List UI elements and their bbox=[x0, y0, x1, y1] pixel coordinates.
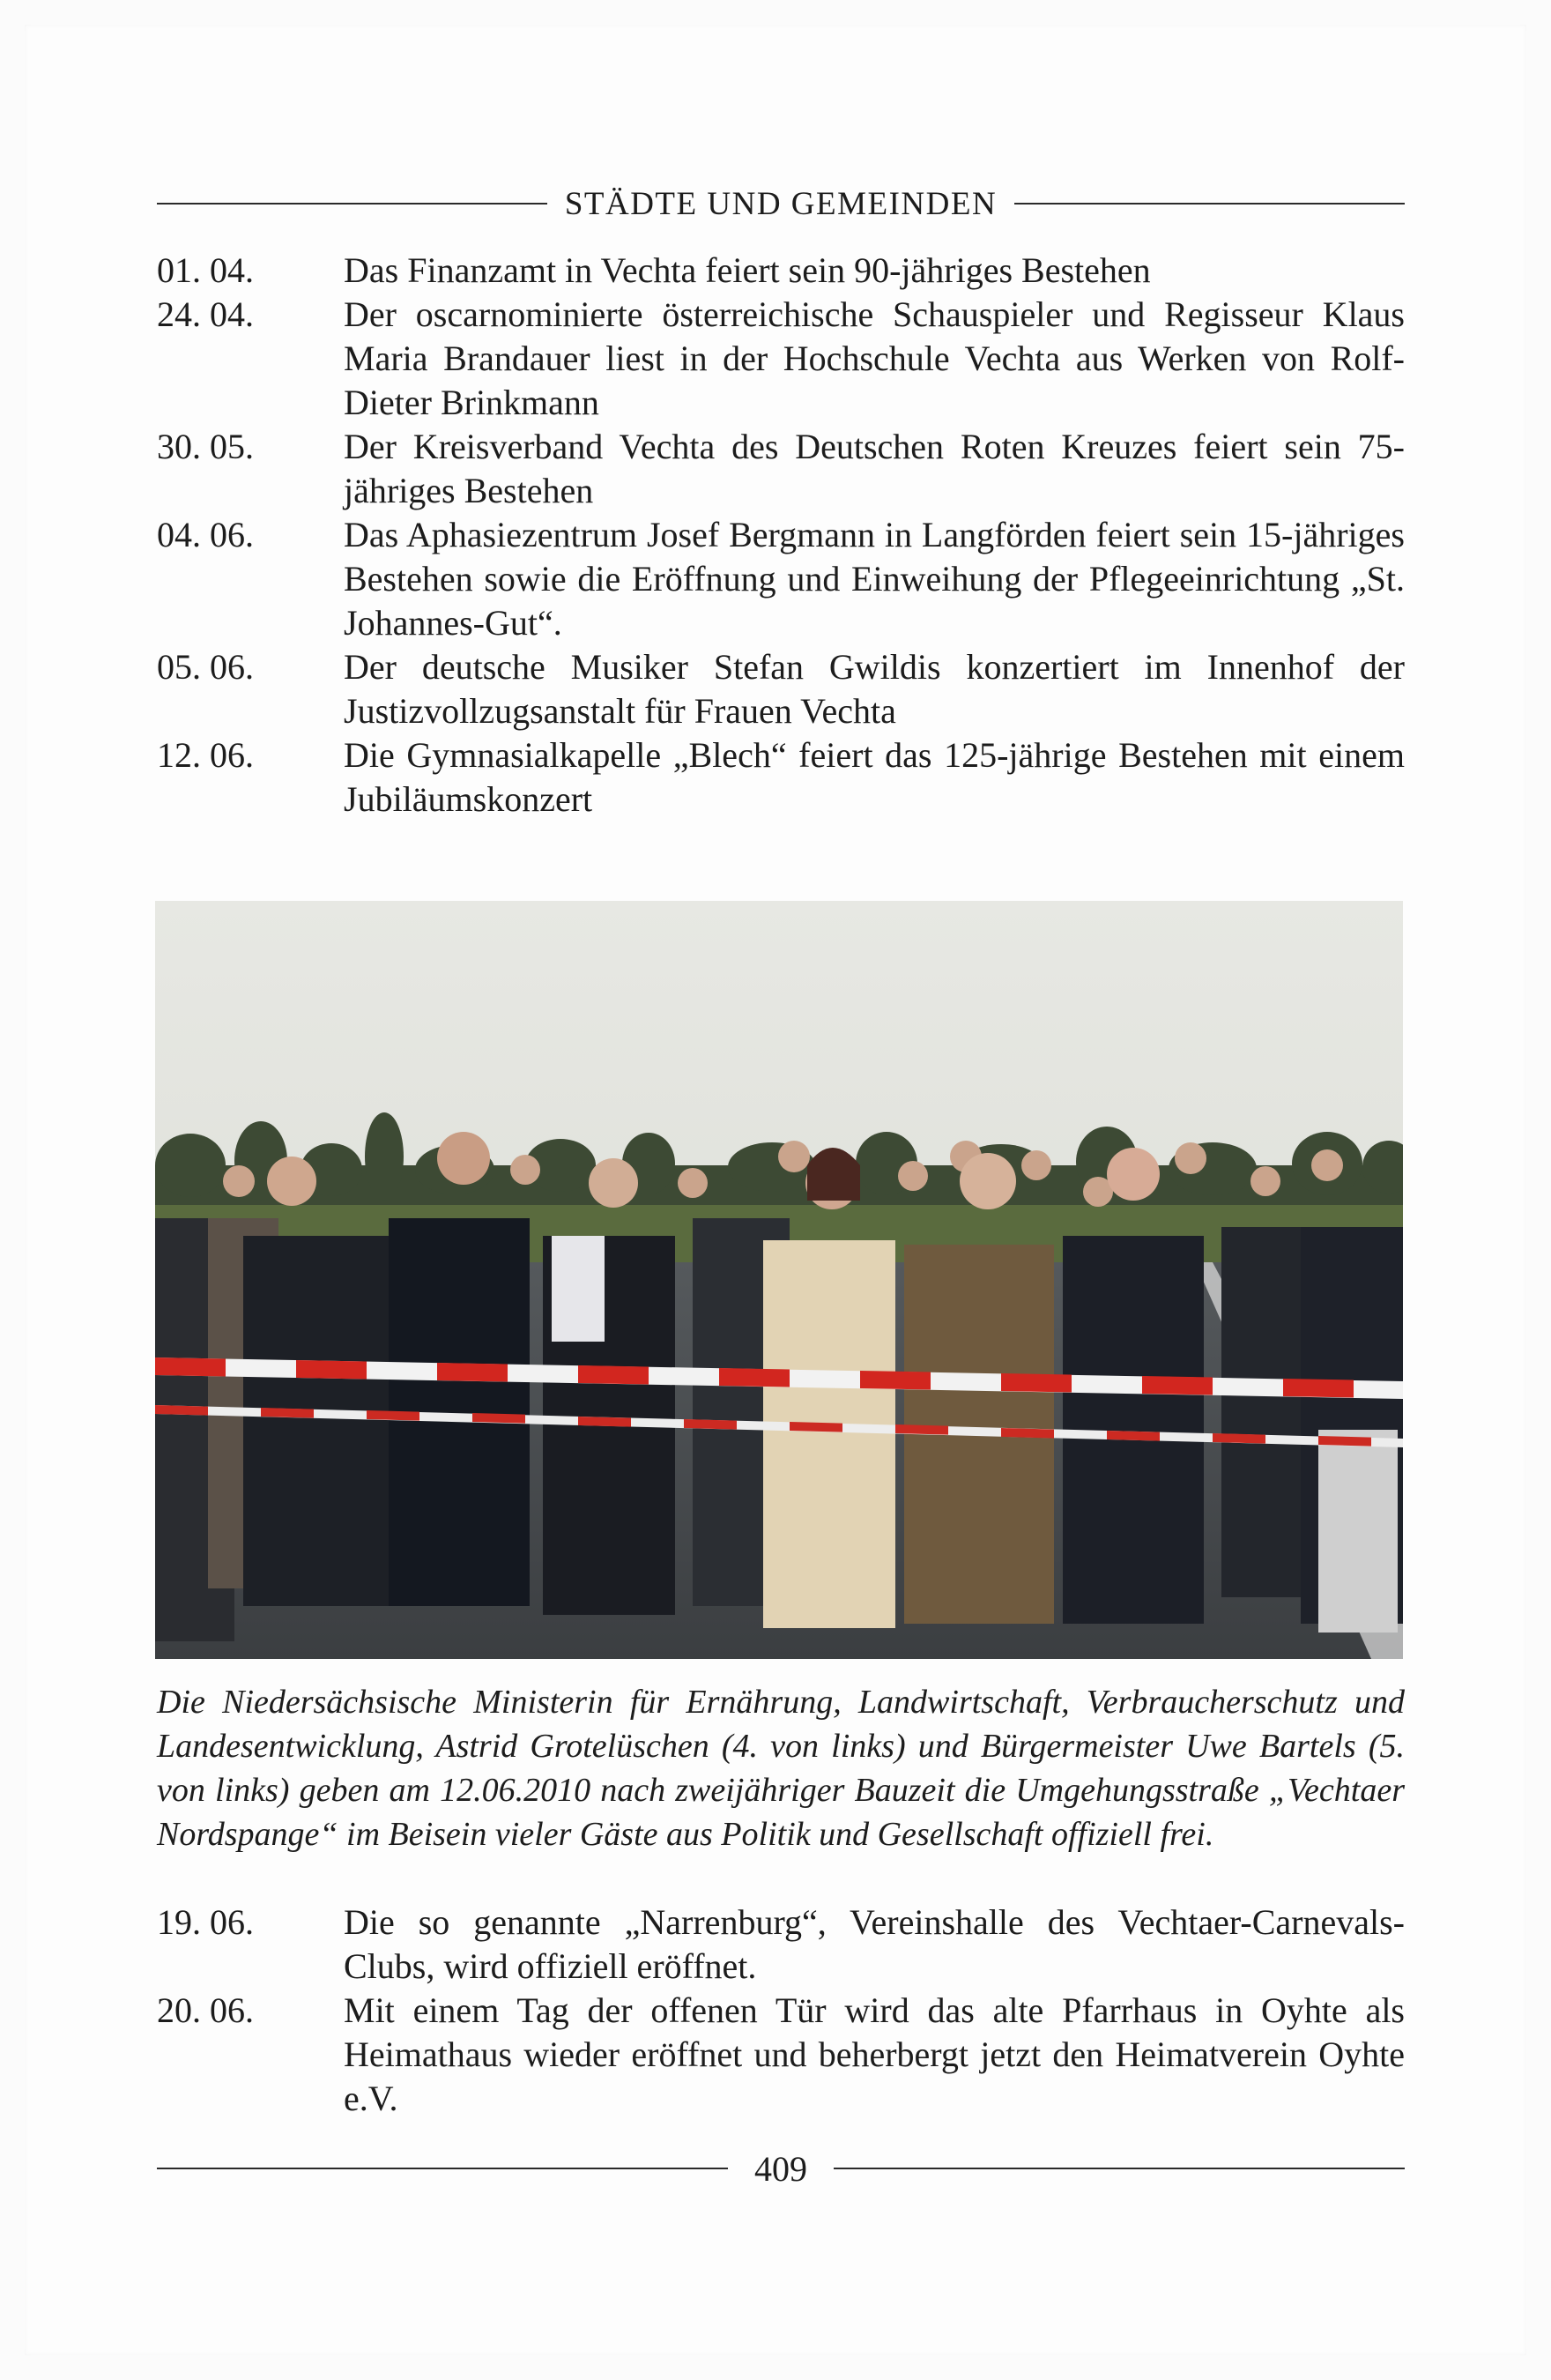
chronicle-entry bbox=[157, 425, 1405, 513]
chronicle-list-top bbox=[157, 249, 1405, 822]
entry-text: Der deutsche Musiker Stefan Gwildis konzertiert im Innenhof der Justizvollzugsanstalt für Frauen Vechta bbox=[344, 647, 1405, 731]
entry-date: 19. 06. bbox=[157, 1902, 254, 1942]
header-rule-right bbox=[1014, 203, 1405, 205]
chronicle-entry bbox=[157, 1989, 1405, 2121]
entry-text: Die Gymnasialkapelle „Blech“ feiert das 125-jährige Bestehen mit einem Jubiläumskonzert bbox=[344, 735, 1405, 819]
chronicle-list-bottom bbox=[157, 1900, 1405, 2121]
photo-caption: Die Niedersächsische Ministerin für Ernährung, Landwirtschaft, Verbraucherschutz und Landesentwicklung, Astrid Grotelüschen (4. von links) und Bürgermeister Uwe Bartels (5. von links) geben am 12.06.2010 nach zweijähriger Bauzeit die Umgehungsstraße „Vechtaer Nordspange“ im Beisein vieler Gäste aus Politik und Gesellschaft offiziell frei. bbox=[157, 1684, 1405, 1853]
footer-rule-left bbox=[157, 2168, 728, 2169]
entry-date: 04. 06. bbox=[157, 515, 254, 554]
entry-date: 05. 06. bbox=[157, 647, 254, 687]
entry-text: Der oscarnominierte österreichische Schauspieler und Regisseur Klaus Maria Brandauer liest in der Hochschule Vechta aus Werken von Rolf-Dieter Brinkmann bbox=[344, 294, 1405, 422]
entry-date: 30. 05. bbox=[157, 427, 254, 466]
chronicle-entry bbox=[157, 293, 1405, 425]
page-footer bbox=[157, 2142, 1405, 2195]
chronicle-entry bbox=[157, 645, 1405, 733]
entry-text: Das Aphasiezentrum Josef Bergmann in Langförden feiert sein 15-jähriges Bestehen sowie die Eröffnung und Einweihung der Pflegeeinrichtung „St. Johannes-Gut“. bbox=[344, 515, 1405, 643]
ribbon-cutting-photo bbox=[155, 901, 1403, 1659]
chronicle-entry bbox=[157, 1900, 1405, 1989]
entry-text: Mit einem Tag der offenen Tür wird das alte Pfarrhaus in Oyhte als Heimathaus wieder eröffnet und beherbergt jetzt den Heimatverein Oyhte e.V. bbox=[344, 1990, 1405, 2118]
chronicle-entry bbox=[157, 513, 1405, 645]
photo-illustration bbox=[155, 901, 1403, 1659]
running-header bbox=[157, 182, 1405, 226]
footer-rule-right bbox=[834, 2168, 1405, 2169]
header-title: STÄDTE UND GEMEINDEN bbox=[564, 185, 998, 222]
entry-text: Das Finanzamt in Vechta feiert sein 90-jähriges Bestehen bbox=[344, 250, 1151, 290]
entry-date: 24. 04. bbox=[157, 294, 254, 334]
entry-date: 12. 06. bbox=[157, 735, 254, 775]
chronicle-entry bbox=[157, 733, 1405, 822]
page-number: 409 bbox=[754, 2148, 807, 2189]
entry-text: Der Kreisverband Vechta des Deutschen Roten Kreuzes feiert sein 75-jähriges Bestehen bbox=[344, 427, 1405, 510]
entry-date: 20. 06. bbox=[157, 1990, 254, 2030]
header-rule-left bbox=[157, 203, 547, 205]
entry-date: 01. 04. bbox=[157, 250, 254, 290]
entry-text: Die so genannte „Narrenburg“, Vereinshalle des Vechtaer-Carnevals-Clubs, wird offiziell eröffnet. bbox=[344, 1902, 1405, 1986]
chronicle-entry bbox=[157, 249, 1405, 293]
